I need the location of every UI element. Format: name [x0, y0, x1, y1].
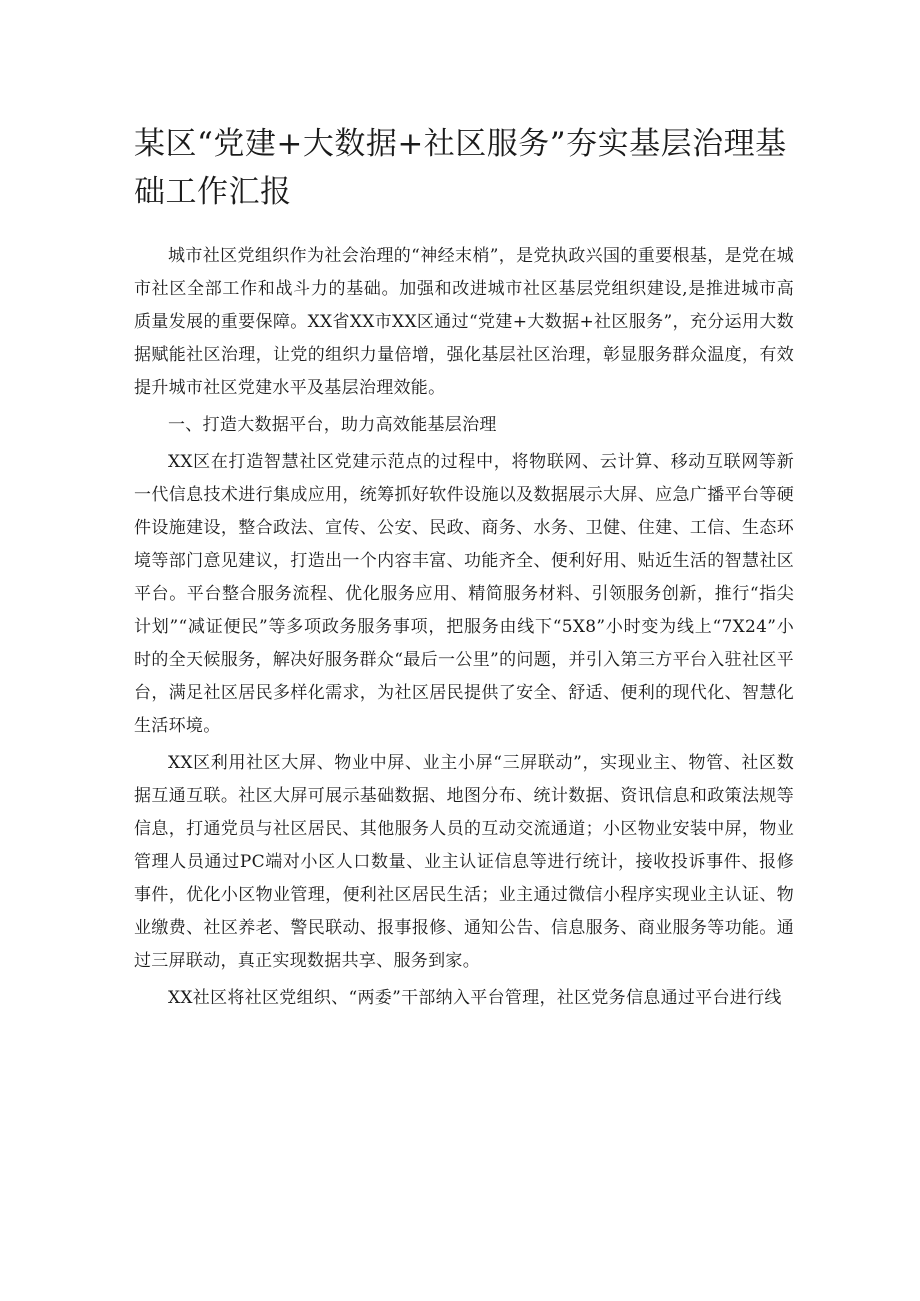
paragraph-platform: XX区在打造智慧社区党建示范点的过程中，将物联网、云计算、移动互联网等新一代信息技术进行集成应用，统筹抓好软件设施以及数据展示大屏、应急广播平台等硬件设施建设，整合政法、宣传、公安、民政、商务、水务、卫健、住建、工信、生态环境等部门意见建议，打造出一个内容丰富、功能齐全、便利好用、贴近生活的智慧社区平台。平台整合服务流程、优化服务应用、精简服务材料、引领服务创新，推行“指尖计划”“减证便民”等多项政务服务事项，把服务由线下“5X8”小时变为线上“7X24”小时的全天候服务，解决好服务群众“最后一公里”的问题，并引入第三方平台入驻社区平台，满足社区居民多样化需求，为社区居民提供了安全、舒适、便利的现代化、智慧化生活环境。: [134, 452, 794, 736]
paragraph-three-screens: XX区利用社区大屏、物业中屏、业主小屏“三屏联动”，实现业主、物管、社区数据互通互联。社区大屏可展示基础数据、地图分布、统计数据、资讯信息和政策法规等信息，打通党员与社区居民、其他服务人员的互动交流通道；小区物业安装中屏，物业管理人员通过PC端对小区人口数量、业主认证信息等进行统计，接收投诉事件、报修事件，优化小区物业管理，便利社区居民生活；业主通过微信小程序实现业主认证、物业缴费、社区养老、警民联动、报事报修、通知公告、信息服务、商业服务等功能。通过三屏联动，真正实现数据共享、服务到家。: [134, 753, 794, 971]
page-title: 某区“党建+大数据+社区服务”夯实基层治理基础工作汇报: [134, 126, 787, 210]
section-heading-1: 一、打造大数据平台，助力高效能基层治理: [168, 415, 497, 435]
paragraph-community-party: XX社区将社区党组织、“两委”干部纳入平台管理，社区党务信息通过平台进行线: [168, 988, 782, 1008]
paragraph-intro: 城市社区党组织作为社会治理的“神经末梢”，是党执政兴国的重要根基，是党在城市社区全部工作和战斗力的基础。加强和改进城市社区基层党组织建设,是推进城市高质量发展的重要保障。XX省XX市XX区通过“党建+大数据+社区服务”，充分运用大数据赋能社区治理，让党的组织力量倍增，强化基层社区治理，彰显服务群众温度，有效提升城市社区党建水平及基层治理效能。: [134, 246, 794, 398]
document-body: [134, 240, 794, 1019]
